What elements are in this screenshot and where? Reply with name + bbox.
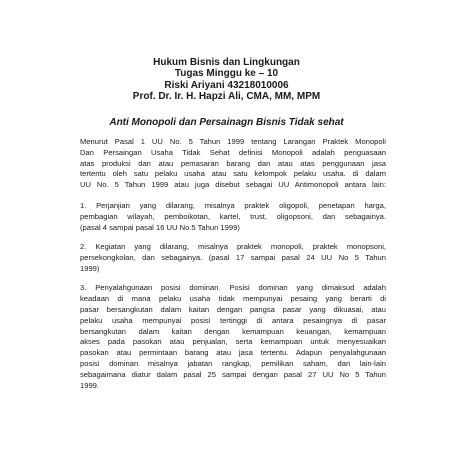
intro-paragraph [80,137,386,191]
student-name-id: Riski Ariyani 43218010006 [164,79,289,91]
document-body [80,137,386,400]
point-3-paragraph [80,283,386,391]
point-2-paragraph [80,242,386,274]
text-line: akses pada pasokan atau penjualan, serta kemampuan untuk menyesuaikan [80,337,386,347]
text-line: Menurut Pasal 1 UU No. 5 Tahun 1999 tentang Larangan Praktek Monopoli [80,137,386,146]
text-line: sebagaimana diatur dalam pasal 25 sampai dengan pasal 27 UU No 5 Tahun [80,369,386,379]
point-1-paragraph [80,201,386,233]
text-line: (pasal 4 sampai pasal 16 UU No.5 Tahun 1999) [80,222,240,232]
text-line: tertentu oleh satu pelaku usaha atau satu kelompok pelaku usaha. di dalam [80,169,386,179]
text-line: posisi dominan misalnya jabatan rangkap, pemilikan saham, dan lain-lain [80,358,386,368]
text-line: bersangkutan dalam kaitan dengan kemampuan keuangan, kemampuan [80,326,386,336]
document-header [0,57,453,103]
text-line: 1. Perjanjian yang dilarang, misalnya praktek oligopoli, penetapan harga, [80,201,386,211]
text-line: pembagian wilayah, pemboikotan, kartel, trust, oligopsoni, dan sebagainya. [80,212,386,222]
text-line: 3. Penyalahgunaan posisi dominan. Posisi dominan yang dimaksud adalah [80,283,386,293]
text-line: persekongkolan, dan sebagainya. (pasal 17 sampai pasal 24 UU No 5 Tahun [80,253,386,263]
text-line: pasokan atau permintaan barang atau jasa tertentu. Adapun penyalahgunaan [80,348,386,358]
document-title: Anti Monopoli dan Persainagn Bisnis Tidak sehat [109,117,344,128]
text-line: UU No. 5 Tahun 1999 atau juga disebut sebagai UU Antimonopoli antara lain: [80,180,386,190]
course-title: Hukum Bisnis dan Lingkungan [153,57,300,68]
text-line: pelaku usaha mempunyai posisi tertinggi di antara pesaingnya di pasar [80,315,386,325]
text-line: 2. Kegiatan yang dilarang, misalnya praktek monopoli, praktek monopsoni, [80,242,386,252]
text-line: 1999) [80,263,100,273]
text-line: atas produksi dan atau pemasaran barang dan atau atas penggunaan jasa [80,158,386,168]
lecturer-name: Prof. Dr. Ir. H. Hapzi Ali, CMA, MM, MPM [132,91,321,103]
text-line: keadaan di mana pelaku usaha tidak mempunyai pesaing yang berarti di [80,294,386,304]
text-line: Dan Persaingan Usaha Tidak Sehat definisi Monopoli adalah penguasaan [80,147,386,157]
text-line: 1999. [80,380,100,390]
text-line: pasar bersangkutan dalam kaitan dengan pangsa pasar yang dikuasai, atau [80,304,386,314]
assignment-title: Tugas Minggu ke – 10 [174,68,279,80]
